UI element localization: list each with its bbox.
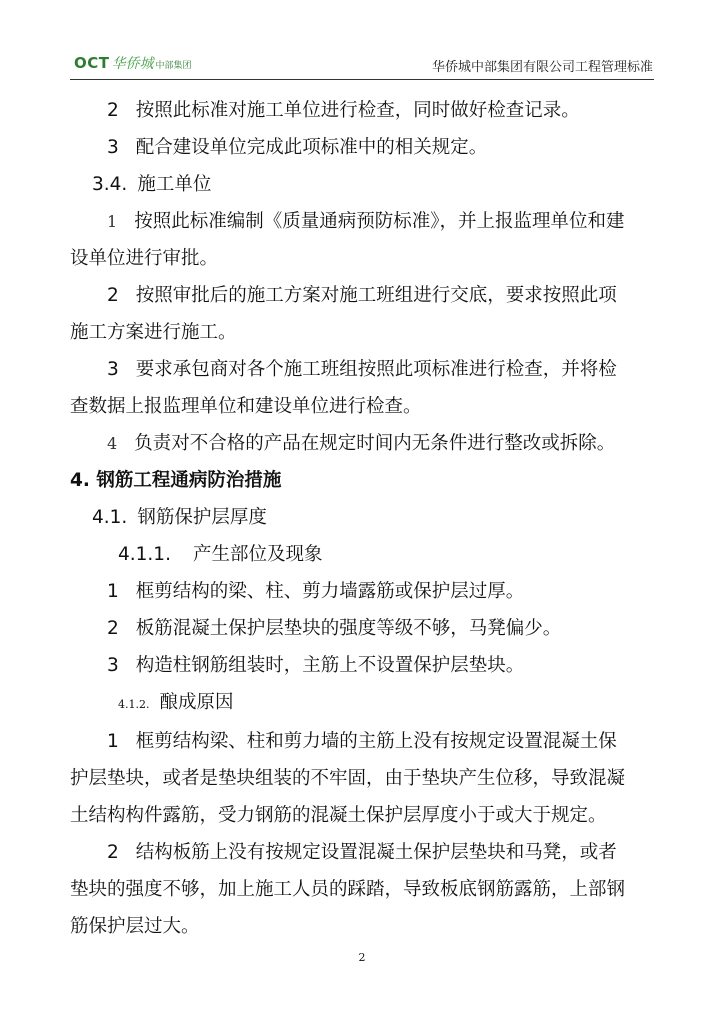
logo-oct-text: OCT: [74, 54, 110, 72]
item-number: 2: [107, 842, 119, 863]
list-item: [70, 647, 658, 684]
section-title: 钢筋保护层厚度: [137, 507, 267, 528]
list-item: [70, 129, 658, 166]
item-number: 2: [107, 285, 119, 306]
item-text: 构造柱钢筋组装时，主筋上不设置保护层垫块。: [135, 655, 525, 676]
item-text: 负责对不合格的产品在规定时间内无条件进行整改或拆除。: [134, 433, 616, 454]
section-number: 3.4.: [92, 174, 128, 195]
paragraph-continuation: 护层垫块，或者是垫块组装的不牢固，由于垫块产生位移，导致混凝: [70, 768, 626, 789]
item-text: 框剪结构的梁、柱、剪力墙露筋或保护层过厚。: [135, 581, 525, 602]
item-text: 框剪结构梁、柱和剪力墙的主筋上没有按规定设置混凝土保: [135, 731, 617, 752]
company-logo: [74, 53, 192, 73]
item-number: 3: [107, 655, 119, 676]
list-item: [70, 723, 658, 760]
paragraph-continuation: 查数据上报监理单位和建设单位进行检查。: [70, 396, 422, 417]
list-item: [70, 425, 658, 462]
item-number: 2: [107, 100, 119, 121]
paragraph-continuation: 土结构构件露筋，受力钢筋的混凝土保护层厚度小于或大于规定。: [70, 805, 607, 826]
item-text: 按照此标准编制《质量通病预防标准》，并上报监理单位和建: [134, 211, 625, 232]
item-text: 板筋混凝土保护层垫块的强度等级不够，马凳偏少。: [135, 618, 562, 639]
item-text: 结构板筋上没有按规定设置混凝土保护层垫块和马凳，或者: [135, 842, 617, 863]
section-heading: [70, 166, 658, 203]
section-heading: [70, 499, 658, 536]
header-divider: [70, 79, 654, 80]
list-item: [70, 277, 658, 314]
document-body: [70, 92, 658, 945]
paragraph-continuation: 施工方案进行施工。: [70, 322, 237, 343]
page-number: 2: [358, 951, 366, 964]
subsection-title: 产生部位及现象: [192, 544, 323, 565]
item-number: 1: [107, 212, 118, 231]
list-item: [70, 203, 658, 240]
header-standard-title: 华侨城中部集团有限公司工程管理标准: [431, 60, 653, 75]
section-number: 4.1.: [92, 507, 128, 528]
item-number: 1: [107, 581, 119, 602]
item-number: 4: [107, 434, 118, 453]
item-text: 要求承包商对各个施工班组按照此项标准进行检查，并将检: [135, 359, 617, 380]
item-number: 1: [107, 731, 119, 752]
item-number: 3: [107, 359, 119, 380]
list-item: [70, 351, 658, 388]
page-header: [0, 0, 724, 86]
list-item: [70, 573, 658, 610]
list-item: [70, 834, 658, 871]
section-title: 施工单位: [137, 174, 212, 195]
paragraph-continuation: 设单位进行审批。: [70, 248, 219, 269]
logo-script-text: 华侨城: [111, 56, 154, 72]
list-item: [70, 92, 658, 129]
item-number: 3: [107, 137, 119, 158]
list-item: [70, 610, 658, 647]
item-text: 按照审批后的施工方案对施工班组进行交底，要求按照此项: [135, 285, 617, 306]
subsection-heading: [70, 536, 658, 573]
item-text: 按照此标准对施工单位进行检查，同时做好检查记录。: [135, 100, 580, 121]
item-text: 配合建设单位完成此项标准中的相关规定。: [135, 137, 488, 158]
subsection-number: 4.1.1.: [118, 544, 171, 565]
chapter-heading: 4. 钢筋工程通病防治措施: [70, 470, 282, 491]
paragraph-continuation: 垫块的强度不够，加上施工人员的踩踏，导致板底钢筋露筋，上部钢: [70, 879, 626, 900]
subsection-title: 酿成原因: [159, 692, 234, 713]
paragraph-continuation: 筋保护层过大。: [70, 916, 200, 937]
subsection-heading: [70, 684, 658, 723]
subsection-number: 4.1.2.: [118, 698, 150, 711]
item-number: 2: [107, 618, 119, 639]
logo-group-text: 中部集团: [155, 61, 192, 71]
